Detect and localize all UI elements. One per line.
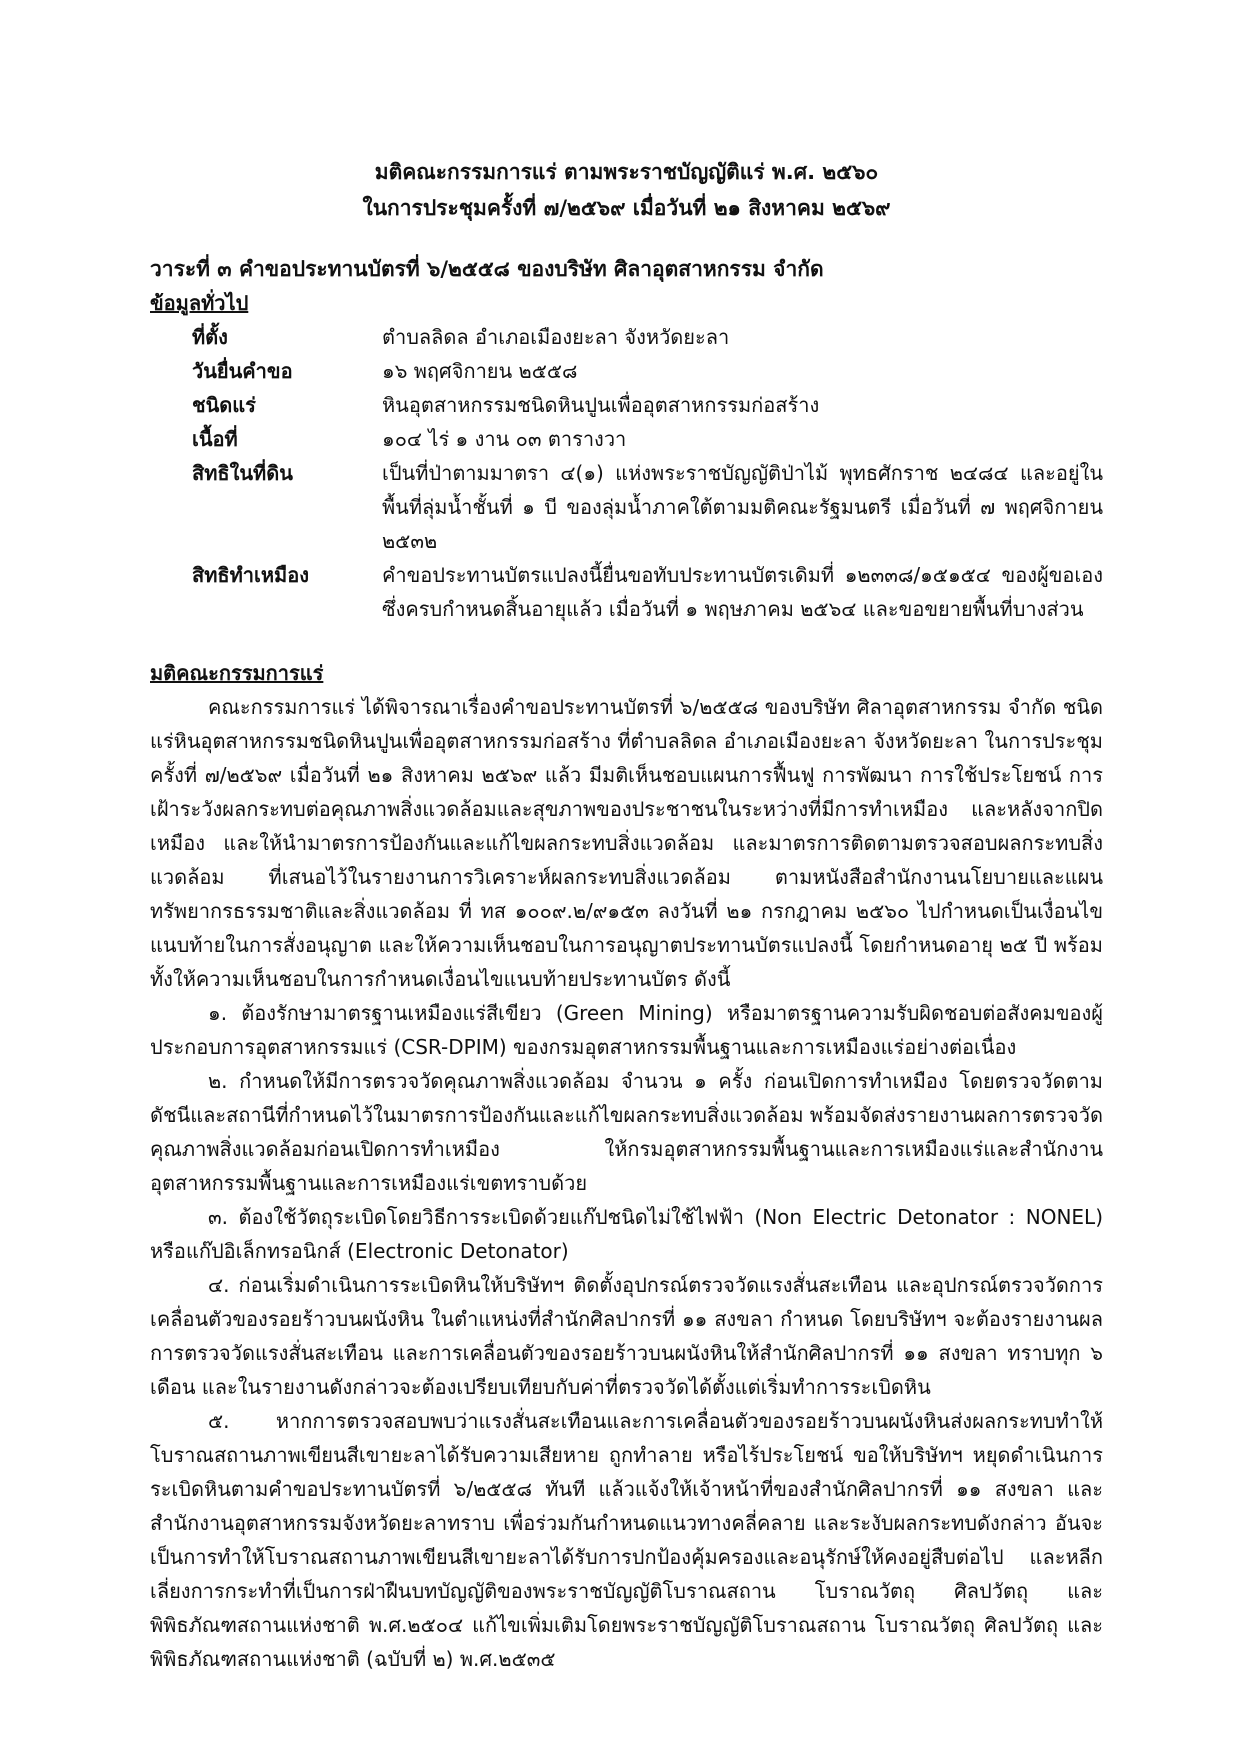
condition-paragraph-4: ๔. ก่อนเริ่มดำเนินการระเบิดหินให้บริษัทฯ ติดตั้งอุปกรณ์ตรวจวัดแรงสั่นสะเทือน และอุปกรณ์ตรวจวัดการเคลื่อนตัวของรอยร้าวบนผนังหิน ในตำแหน่งที่สำนักศิลปากรที่ ๑๑ สงขลา กำหนด โดยบริษัทฯ จะต้องรายงานผลการตรวจวัดแรงสั่นสะเทือน และการเคลื่อนตัวของรอยร้าวบนผนังหินให้สำนักศิลปากรที่ ๑๑ สงขลา ทราบทุก ๖ เดือน และในรายงานดังกล่าวจะต้องเปรียบเทียบกับค่าที่ตรวจวัดได้ตั้งแต่เริ่มทำการระเบิดหิน (150, 1273, 1103, 1399)
agenda-heading: วาระที่ ๓ คำขอประทานบัตรที่ ๖/๒๕๕๘ ของบริษัท ศิลาอุตสาหกรรม จำกัด (150, 257, 824, 281)
condition-paragraph-2: ๒. กำหนดให้มีการตรวจวัดคุณภาพสิ่งแวดล้อม จำนวน ๑ ครั้ง ก่อนเปิดการทำเหมือง โดยตรวจวัดตามดัชนีและสถานีที่กำหนดไว้ในมาตรการป้องกันและแก้ไขผลกระทบสิ่งแวดล้อม พร้อมจัดส่งรายงานผลการตรวจวัดคุณภาพสิ่งแวดล้อมก่อนเปิดการทำเหมือง ให้กรมอุตสาหกรรมพื้นฐานและการเหมืองแร่และสำนักงานอุตสาหกรรมพื้นฐานและการเหมืองแร่เขตทราบด้วย (150, 1069, 1103, 1195)
document-title-line-2: ในการประชุมครั้งที่ ๗/๒๕๖๙ เมื่อวันที่ ๒๑ สิงหาคม ๒๕๖๙ (362, 196, 891, 220)
info-row-application-date (192, 354, 1103, 388)
info-row-location (192, 320, 1103, 354)
info-label: ชนิดแร่ (192, 393, 256, 417)
info-label: ที่ตั้ง (192, 325, 228, 349)
info-value: คำขอประทานบัตรแปลงนี้ยื่นขอทับประทานบัตรเดิมที่ ๑๒๓๓๘/๑๕๑๕๔ ของผู้ขอเอง ซึ่งครบกำหนดสิ้นอายุแล้ว เมื่อวันที่ ๑ พฤษภาคม ๒๕๖๔ และขอขยายพื้นที่บางส่วน (382, 563, 1103, 621)
info-value: ๑๐๔ ไร่ ๑ งาน ๐๓ ตารางวา (382, 427, 627, 451)
general-info-heading: ข้อมูลทั่วไป (150, 291, 249, 315)
general-info-table (192, 320, 1103, 626)
info-value: ๑๖ พฤศจิกายน ๒๕๕๘ (382, 359, 578, 383)
condition-paragraph-3: ๓. ต้องใช้วัตถุระเบิดโดยวิธีการระเบิดด้วยแก๊ปชนิดไม่ใช้ไฟฟ้า (Non Electric Detonator : NONEL) หรือแก๊ปอิเล็กทรอนิกส์ (Electronic Detonator) (150, 1205, 1103, 1263)
info-row-area (192, 422, 1103, 456)
info-row-mineral-type (192, 388, 1103, 422)
info-label: วันยื่นคำขอ (192, 359, 293, 383)
info-row-mining-rights (192, 558, 1103, 626)
resolution-intro-paragraph: คณะกรรมการแร่ ได้พิจารณาเรื่องคำขอประทานบัตรที่ ๖/๒๕๕๘ ของบริษัท ศิลาอุตสาหกรรม จำกัด ชนิดแร่หินอุตสาหกรรมชนิดหินปูนเพื่ออุตสาหกรรมก่อสร้าง ที่ตำบลลิดล อำเภอเมืองยะลา จังหวัดยะลา ในการประชุมครั้งที่ ๗/๒๕๖๙ เมื่อวันที่ ๒๑ สิงหาคม ๒๕๖๙ แล้ว มีมติเห็นชอบแผนการฟื้นฟู การพัฒนา การใช้ประโยชน์ การเฝ้าระวังผลกระทบต่อคุณภาพสิ่งแวดล้อมและสุขภาพของประชาชนในระหว่างที่มีการทำเหมือง และหลังจากปิดเหมือง และให้นำมาตรการป้องกันและแก้ไขผลกระทบสิ่งแวดล้อม และมาตรการติดตามตรวจสอบผลกระทบสิ่งแวดล้อม ที่เสนอไว้ในรายงานการวิเคราะห์ผลกระทบสิ่งแวดล้อม ตามหนังสือสำนักงานนโยบายและแผนทรัพยากรธรรมชาติและสิ่งแวดล้อม ที่ ทส ๑๐๐๙.๒/๙๑๕๓ ลงวันที่ ๒๑ กรกฎาคม ๒๕๖๐ ไปกำหนดเป็นเงื่อนไขแนบท้ายในการสั่งอนุญาต และให้ความเห็นชอบในการอนุญาตประทานบัตรแปลงนี้ โดยกำหนดอายุ ๒๕ ปี พร้อมทั้งให้ความเห็นชอบในการกำหนดเงื่อนไขแนบท้ายประทานบัตร ดังนี้ (150, 695, 1103, 991)
info-label: เนื้อที่ (192, 427, 238, 451)
info-value: ตำบลลิดล อำเภอเมืองยะลา จังหวัดยะลา (382, 325, 730, 349)
resolution-heading: มติคณะกรรมการแร่ (150, 661, 324, 685)
condition-paragraph-1: ๑. ต้องรักษามาตรฐานเหมืองแร่สีเขียว (Green Mining) หรือมาตรฐานความรับผิดชอบต่อสังคมของผู้ประกอบการอุตสาหกรรมแร่ (CSR-DPIM) ของกรมอุตสาหกรรมพื้นฐานและการเหมืองแร่อย่างต่อเนื่อง (150, 1001, 1103, 1059)
info-row-land-rights (192, 456, 1103, 558)
info-value: หินอุตสาหกรรมชนิดหินปูนเพื่ออุตสาหกรรมก่อสร้าง (382, 393, 820, 417)
info-label: สิทธิในที่ดิน (192, 461, 293, 485)
condition-paragraph-5: ๕. หากการตรวจสอบพบว่าแรงสั่นสะเทือนและการเคลื่อนตัวของรอยร้าวบนผนังหินส่งผลกระทบทำให้โบราณสถานภาพเขียนสีเขายะลาได้รับความเสียหาย ถูกทำลาย หรือไร้ประโยชน์ ขอให้บริษัทฯ หยุดดำเนินการระเบิดหินตามคำขอประทานบัตรที่ ๖/๒๕๕๘ ทันที แล้วแจ้งให้เจ้าหน้าที่ของสำนักศิลปากรที่ ๑๑ สงขลา และสำนักงานอุตสาหกรรมจังหวัดยะลาทราบ เพื่อร่วมกันกำหนดแนวทางคลี่คลาย และระงับผลกระทบดังกล่าว อันจะเป็นการทำให้โบราณสถานภาพเขียนสีเขายะลาได้รับการปกป้องคุ้มครองและอนุรักษ์ให้คงอยู่สืบต่อไป และหลีกเลี่ยงการกระทำที่เป็นการฝ่าฝืนบทบัญญัติของพระราชบัญญัติโบราณสถาน โบราณวัตถุ ศิลปวัตถุ และพิพิธภัณฑสถานแห่งชาติ พ.ศ.๒๕๐๔ แก้ไขเพิ่มเติมโดยพระราชบัญญัติโบราณสถาน โบราณวัตถุ ศิลปวัตถุ และพิพิธภัณฑสถานแห่งชาติ (ฉบับที่ ๒) พ.ศ.๒๕๓๕ (150, 1409, 1103, 1671)
document-title-line-1: มติคณะกรรมการแร่ ตามพระราชบัญญัติแร่ พ.ศ. ๒๕๖๐ (374, 160, 879, 184)
info-label: สิทธิทำเหมือง (192, 563, 309, 587)
info-value: เป็นที่ป่าตามมาตรา ๔(๑) แห่งพระราชบัญญัติป่าไม้ พุทธศักราช ๒๔๘๔ และอยู่ในพื้นที่ลุ่มน้ำชั้นที่ ๑ บี ของลุ่มน้ำภาคใต้ตามมติคณะรัฐมนตรี เมื่อวันที่ ๗ พฤศจิกายน ๒๕๓๒ (382, 461, 1103, 553)
